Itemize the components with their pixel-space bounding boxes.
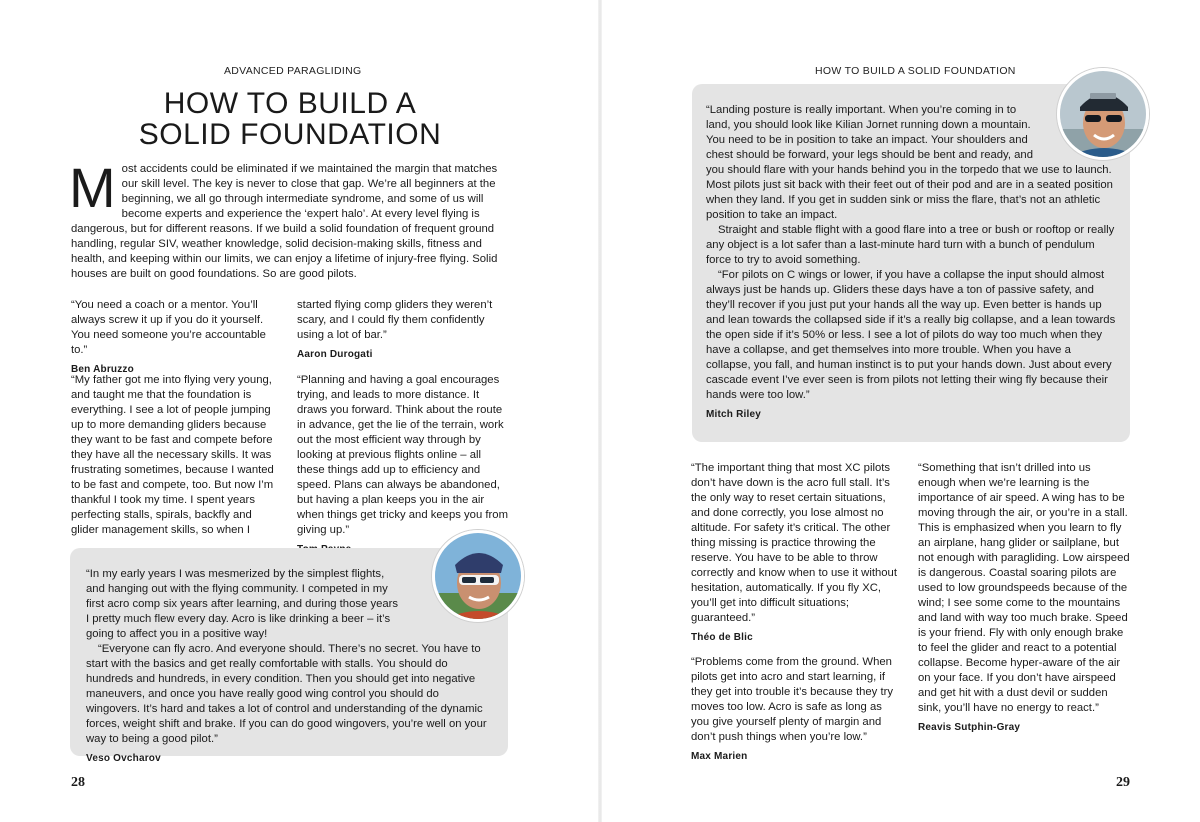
quote-attribution: Max Marien — [691, 751, 748, 762]
quote-attribution: Théo de Blic — [691, 632, 753, 643]
quote-text: “My father got me into flying very young, and taught me that the foundation is everything. I see a lot of people jumping up to more demanding gliders because they want to be fast and compete before they have all the necessary skills. It was frustrating sometimes, because I wanted to be fast and compete, too. But now I’m thankful I took my time. I spent years perfecting stalls, spirals, backfly and glider management skills, so when I — [71, 374, 274, 536]
quote-attribution: Ben Abruzzo — [71, 364, 134, 375]
quote-text: “You need a coach or a mentor. You’ll always screw it up if you do it yourself. You need someone you’re accountable to.” — [71, 299, 266, 356]
quote-ben-abruzzo — [71, 298, 281, 377]
title-line-1: HOW TO BUILD A — [163, 87, 417, 120]
article-title — [120, 88, 460, 150]
quote-theo-de-blic — [691, 461, 903, 645]
quote-text: “Something that isn’t drilled into us enough when we’re learning is the importance of air speed. A wing has to be moving through the air, or you’re in a stall. This is emphasized when you learn to fly an airplane, hang glider or sailplane, but not enough with paragliding. Low airspeed is dangerous. Coastal soaring pilots are used to low groundspeeds because of the wind; I see some come to the mountains and land with way too much brake. Speed is your friend. Fly with only enough brake to feel the glider and react to a potential collapse. Become hyper-aware of the air on your face. If you don’t have airspeed and get hit with a dust devil or sudden sink, you’ll have no energy to react.” — [918, 462, 1130, 714]
running-head-right: HOW TO BUILD A SOLID FOUNDATION — [815, 65, 1016, 77]
quote-text: “The important thing that most XC pilots don’t have down is the acro full stall. It’s the only way to reset certain situations, and done correctly, you lose almost no altitude. For safety it’s critical. The other thing missing is practice throwing the reserve. You have to be able to throw correctly and know when to use it without hesitation, automatically. If you fly XC, you’ll get into difficult situations; guaranteed.” — [691, 462, 897, 624]
page-number-left: 28 — [71, 775, 85, 790]
pilot-portrait-mitch-riley — [1057, 68, 1149, 160]
drop-cap: M — [69, 156, 116, 219]
quote-text: “Planning and having a goal encourages trying, and leads to more distance. It draws you forward. Think about the route in advance, get the lie of the terrain, work out the most efficient way through by looking at previous flights online – all these things add up to efficiency and speed. Plans can always be abandoned, but having a plan keeps you in the air when things get tricky and keeps you from giving up.” — [297, 374, 508, 536]
quote-max-marien — [691, 655, 903, 764]
box-paragraph-3: “For pilots on C wings or lower, if you have a collapse the input should almost always just be hands up. Gliders these days have a ton of passive safety, and they’ll recover if you just put your hands all the way up. Even better is hands up and lean towards the collapsed side if it’s a really big collapse, and a lean towards the open side if it’s 50% or less. I see a lot of pilots do way too much when they have a collapse, and get themselves into more trouble. When you have a collapse, you fall, and human instinct is to put your hands down. Just about every cascade event I’ve ever seen is from pilots not letting their wing fly because their hands were too low.” — [706, 269, 1116, 401]
page-number-right: 29 — [1116, 775, 1130, 790]
quote-attribution: Mitch Riley — [706, 409, 761, 420]
quote-attribution: Reavis Sutphin-Gray — [918, 722, 1021, 733]
quote-attribution: Aaron Durogati — [297, 349, 373, 360]
pilot-portrait-veso-ovcharov — [432, 530, 524, 622]
quote-aaron-durogati-end — [297, 298, 507, 362]
quote-aaron-durogati-start — [71, 373, 281, 538]
box-paragraph-1: “In my early years I was mesmerized by the simplest flights, and hanging out with the flying community. I competed in my first acro comp six years after learning, and during those years I pretty much flew every day. Acro is like drinking a beer – it’s going to affect you in a positive way! — [86, 568, 399, 640]
box-paragraph-1: “Landing posture is really important. When you’re coming in to land, you should look like Kilian Jornet running down a mountain. You need to be in position to take an impact. Your shoulders and chest should be forward, your legs should be bent and ready, and you should flare with your hands behind you in the torpedo that we use to launch. Most pilots just sit back with their feet out of their pod and are in a seated position when they land. If you get in sudden sink or miss the flare, that’s not an athletic position to take an impact. — [706, 104, 1113, 221]
quote-text: started flying comp gliders they weren’t scary, and I could fly them confidently using a lot of bar.” — [297, 299, 493, 341]
intro-text: ost accidents could be eliminated if we maintained the margin that matches our skill level. The key is never to close that gap. We’re all beginners at the beginning, we all go through intermediate syndrome, and some of us will become experts and experience the ‘expert halo’. At every level flying is dangerous, but for different reasons. If we build a solid foundation of frequent ground handling, regular SIV, weather knowledge, solid decision-making skills, fitness and health, and keeping within our limits, we can enjoy a lifetime of injury-free flying. Solid houses are built on good foundations. So are good pilots. — [71, 163, 498, 280]
box-paragraph-2: “Everyone can fly acro. And everyone should. There’s no secret. You have to start with the basics and get really comfortable with stalls. You should do hundreds and hundreds, in every condition. Then you should get into negative maneuvers, and once you have really good wing control you should do wingovers. It’s hard and takes a lot of control and understanding of the dynamic forces, weight shift and brake. If you can do good wingovers, you’re well on your way to being a good pilot.” — [86, 643, 487, 745]
running-head-left: ADVANCED PARAGLIDING — [224, 65, 362, 77]
quote-text: “Problems come from the ground. When pilots get into acro and start learning, if they get into trouble it’s because they try moves too low. Acro is safe as long as you give yourself plenty of margin and don’t push things when you’re low.” — [691, 656, 893, 743]
title-line-2: SOLID FOUNDATION — [138, 118, 442, 151]
right-page — [600, 0, 1200, 822]
box-paragraph-2: Straight and stable flight with a good flare into a tree or bush or rooftop or really any object is a lot safer than a last-minute hard turn with a bunch of pendulum force to try to avoid something. — [706, 224, 1115, 266]
quote-attribution: Veso Ovcharov — [86, 753, 161, 764]
intro-paragraph — [69, 156, 503, 282]
quote-reavis-sutphin-gray — [918, 461, 1130, 735]
